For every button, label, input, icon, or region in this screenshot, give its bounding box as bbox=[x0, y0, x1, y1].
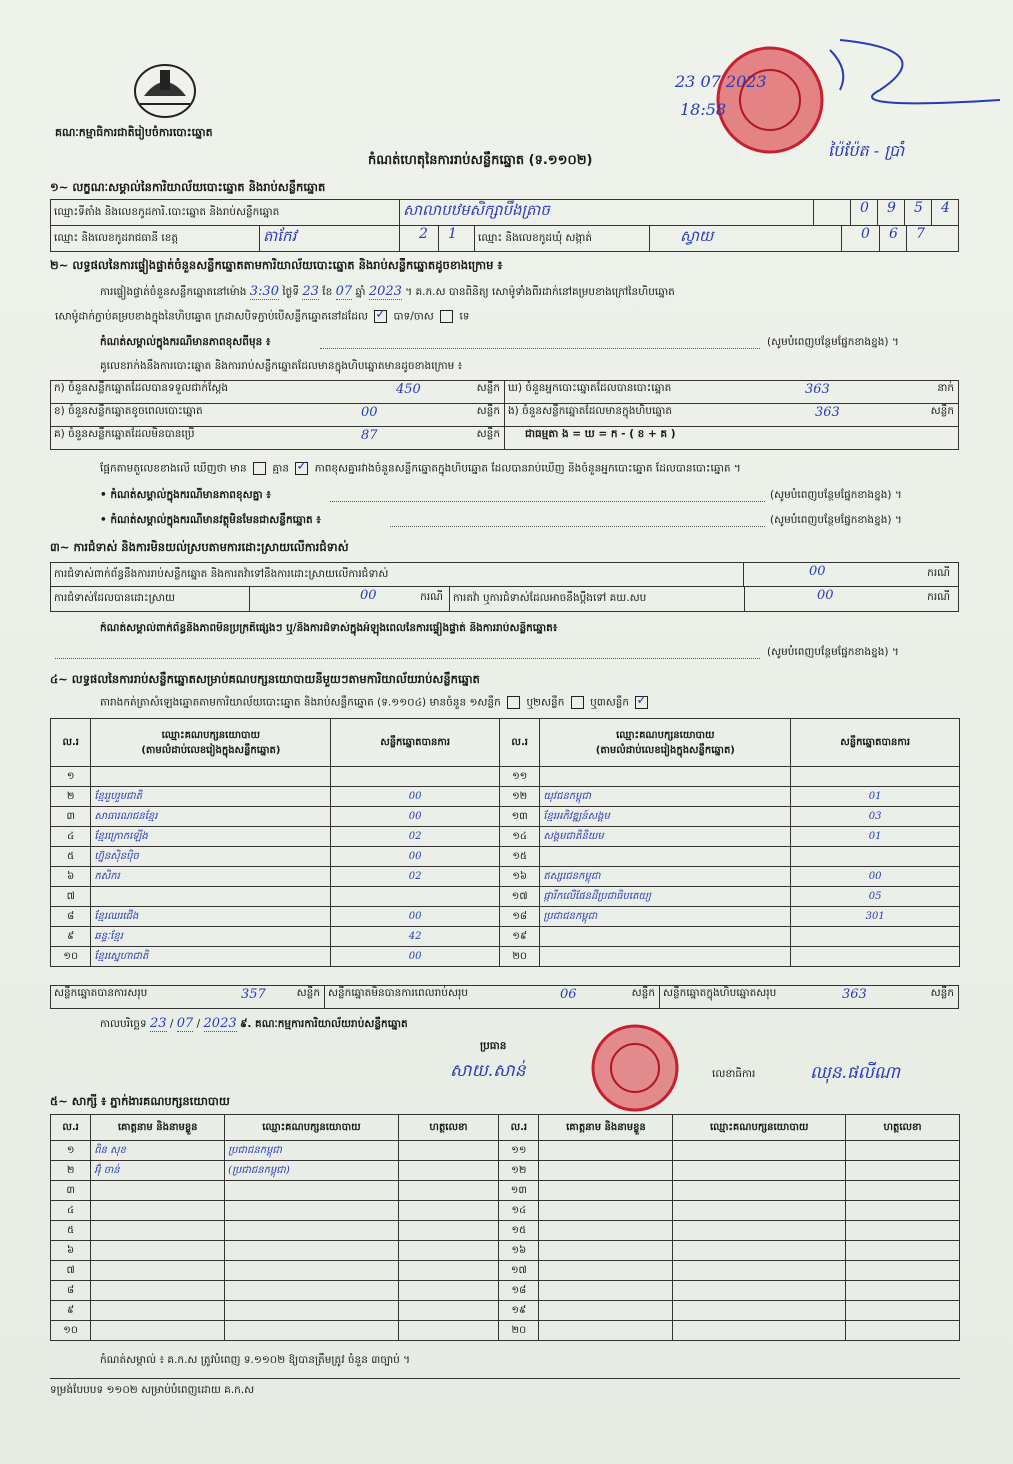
col-party: ឈ្មោះគណបក្សនយោបាយ (តាមលំដាប់លេខរៀងក្នុងសន្លឹកឆ្នោត) bbox=[91, 719, 331, 767]
row-no: ៨ bbox=[51, 1281, 91, 1301]
witness-signature bbox=[846, 1141, 960, 1161]
w-col-no-2: ល.រ bbox=[499, 1115, 539, 1141]
party-votes: 05 bbox=[791, 887, 960, 907]
secretary-label: លេខាធិការ bbox=[712, 1068, 756, 1080]
one-sheet-checkbox[interactable] bbox=[507, 696, 520, 709]
party-name: យុវជនកម្ពុជា bbox=[540, 787, 791, 807]
witness-signature bbox=[846, 1241, 960, 1261]
row-no: ១៤ bbox=[499, 827, 539, 847]
s2-difference-line: ផ្អែកតាមតួលេខខាងលើ ឃើញថា មាន គ្មាន ✓ ភាពខុសគ្នារវាងចំនួនសន្លឹកឆ្នោតក្នុងហិបឆ្នោត ដែលបានរាប់ឃើញ និងចំនួនអ្នកបោះឆ្នោត ដែលបានបោះឆ្នោត ។ bbox=[100, 462, 960, 478]
col-no: ល.រ bbox=[51, 719, 91, 767]
party-name: កសិករ bbox=[91, 867, 331, 887]
table-row bbox=[51, 1141, 960, 1161]
row-no: ៧ bbox=[51, 887, 91, 907]
table-row bbox=[51, 1201, 960, 1221]
row-no: ១៨ bbox=[499, 907, 539, 927]
witness-party bbox=[673, 1301, 846, 1321]
witness-party bbox=[673, 1181, 846, 1201]
party-votes: 42 bbox=[331, 927, 500, 947]
s4-box-total: សន្លឹកឆ្នោតក្នុងហិបឆ្នោតសរុប 363 សន្លឹក bbox=[659, 985, 959, 1009]
s1-province-code: 2 1 bbox=[399, 225, 475, 252]
row-no: ១៩ bbox=[499, 1301, 539, 1321]
party-name bbox=[540, 947, 791, 967]
s3-note-line bbox=[55, 658, 760, 659]
row-no: ២ bbox=[51, 787, 91, 807]
w-col-name: គោត្តនាម និងនាមខ្លួន bbox=[91, 1115, 225, 1141]
party-votes: 00 bbox=[791, 867, 960, 887]
witness-party bbox=[225, 1241, 399, 1261]
party-name: ហ្វ៊ុនស៊ិនប៉ិច bbox=[91, 847, 331, 867]
party-votes bbox=[791, 767, 960, 787]
w-col-sign: ហត្ថលេខា bbox=[398, 1115, 498, 1141]
section-2-title: ២~ លទ្ធផលនៃការផ្ទៀងផ្ទាត់ចំនួនសន្លឹកឆ្នោតតាមការិយាល័យបោះឆ្នោត និងរាប់សន្លឹកឆ្នោតដូចខាងក្រោម ៖ bbox=[50, 258, 503, 272]
row-no: ១ bbox=[51, 767, 91, 787]
witness-table bbox=[50, 1114, 960, 1341]
committee-stamp-icon bbox=[580, 1022, 690, 1114]
party-name bbox=[540, 767, 791, 787]
row-no: ២០ bbox=[499, 1321, 539, 1341]
s2-note1: កំណត់សម្គាល់ក្នុងករណីមានភាពខុសពីមុន ៖ bbox=[100, 336, 271, 348]
s2-row-ng2: ង) ចំនួនសន្លឹកឆ្នោតដែលមានក្នុងហិបឆ្នោត 363 សន្លឹក bbox=[504, 403, 959, 427]
table-row bbox=[51, 867, 960, 887]
s2-bullet1-line bbox=[330, 501, 765, 502]
yes-checkbox[interactable] bbox=[374, 310, 387, 323]
row-no: ១៦ bbox=[499, 867, 539, 887]
nec-emblem-icon bbox=[132, 58, 198, 120]
s2-day: 23 bbox=[302, 284, 319, 299]
witness-name bbox=[539, 1201, 673, 1221]
stamp-place: ប៉ៃប៉ែត - ប្រាំ bbox=[828, 141, 905, 160]
party-name: សង្គមជាតិនិយម bbox=[540, 827, 791, 847]
s3-r2-label2: ការតវ៉ា ឬការជំទាស់ដែលអាចនឹងប្ដឹងទៅ គឃ.សប bbox=[449, 586, 745, 612]
witness-name: អ៊ុំ ចាន់ bbox=[91, 1161, 225, 1181]
s3-note: កំណត់សម្គាល់ពាក់ព័ន្ធនឹងភាពមិនប្រក្រតីផ្សេងៗ ឬ/និងការជំទាស់ក្នុងអំឡុងពេលនៃការផ្ទៀងផ្ទាត់ និងការរាប់សន្លឹកឆ្នោត៖ bbox=[100, 622, 558, 634]
row-no: ៦ bbox=[51, 1241, 91, 1261]
s2-row-g: គ) ចំនួនសន្លឹកឆ្នោតដែលមិនបានប្រើ 87 សន្លឹក bbox=[50, 426, 505, 450]
section-1-title: ១~ លក្ខណៈសម្គាល់នៃការិយាល័យបោះឆ្នោត និងរាប់សន្លឹកឆ្នោត bbox=[50, 180, 326, 194]
s2-row-ng: ឃ) ចំនួនអ្នកបោះឆ្នោតដែលបានបោះឆ្នោត 363 នាក់ bbox=[504, 380, 959, 404]
row-no: ១៥ bbox=[499, 847, 539, 867]
row-no: ២០ bbox=[499, 947, 539, 967]
table-row bbox=[51, 1181, 960, 1201]
witness-name bbox=[91, 1221, 225, 1241]
s2-year: 2023 bbox=[368, 284, 402, 299]
s4-invalid-total: សន្លឹកឆ្នោតមិនបានការពេលរាប់សរុប 06 សន្លឹក bbox=[324, 985, 660, 1009]
w-col-no: ល.រ bbox=[51, 1115, 91, 1141]
s2-bullet2: • កំណត់សម្គាល់ក្នុងករណីមានវត្ថុមិនមែនជាសន្លឹកឆ្នោត ៖ bbox=[100, 514, 321, 526]
table-row bbox=[51, 1241, 960, 1261]
witness-party bbox=[673, 1261, 846, 1281]
table-row bbox=[51, 767, 960, 787]
witness-signature bbox=[846, 1261, 960, 1281]
witness-name bbox=[539, 1321, 673, 1341]
table-row bbox=[51, 927, 960, 947]
s1-location-label: ឈ្មោះទីតាំង និងលេខកូដការិ.បោះឆ្នោត និងរាប់សន្លឹកឆ្នោត bbox=[50, 199, 400, 226]
party-votes: 00 bbox=[331, 947, 500, 967]
witness-signature bbox=[398, 1281, 498, 1301]
date-month: 07 bbox=[176, 1016, 194, 1031]
row-no: ១៣ bbox=[499, 807, 539, 827]
witness-name bbox=[539, 1261, 673, 1281]
w-col-sign-2: ហត្ថលេខា bbox=[846, 1115, 960, 1141]
w-col-name-2: គោត្តនាម និងនាមខ្លួន bbox=[539, 1115, 673, 1141]
valid-total-value: 357 bbox=[241, 987, 266, 1002]
witness-signature bbox=[398, 1161, 498, 1181]
witness-signature bbox=[398, 1141, 498, 1161]
party-name: ឥស្សរជនកម្ពុជា bbox=[540, 867, 791, 887]
row-no: ៦ bbox=[51, 867, 91, 887]
s1-province-value: តាកែវ bbox=[259, 225, 400, 252]
witness-signature bbox=[398, 1321, 498, 1341]
s1-province-label: ឈ្មោះ និងលេខកូដរាជធានី ខេត្ត bbox=[50, 225, 260, 252]
s4-intro: តារាងកត់ត្រាសំឡេងឆ្នោតតាមការិយាល័យបោះឆ្នោត និងរាប់សន្លឹកឆ្នោត (ទ.១១០៤) មានចំនួន ១សន្លឹក ឬ២សន្លឹក ឬ៣សន្លឹក ✓ bbox=[100, 696, 651, 712]
party-votes bbox=[791, 947, 960, 967]
witness-party bbox=[673, 1221, 846, 1241]
s2-note1-line bbox=[320, 348, 760, 349]
witness-party bbox=[225, 1321, 399, 1341]
section-4-title: ៤~ លទ្ធផលនៃការរាប់សន្លឹកឆ្នោតសម្រាប់គណបក្សនយោបាយនីមួយៗតាមការិយាល័យរាប់សន្លឹកឆ្នោត bbox=[50, 672, 480, 686]
org-name: គណៈកម្មាធិការជាតិរៀបចំការបោះឆ្នោត bbox=[55, 126, 213, 139]
party-votes: 01 bbox=[791, 827, 960, 847]
witness-signature bbox=[846, 1281, 960, 1301]
row-no: ១៤ bbox=[499, 1201, 539, 1221]
row-no: ៥ bbox=[51, 847, 91, 867]
s3-r1-value-cell: 00 ករណី bbox=[743, 562, 959, 587]
party-votes: 03 bbox=[791, 807, 960, 827]
party-votes: 00 bbox=[331, 847, 500, 867]
s2-bullet1: • កំណត់សម្គាល់ក្នុងករណីមានភាពខុសគ្នា ៖ bbox=[100, 489, 271, 501]
s2-time: 3:30 bbox=[249, 284, 279, 299]
s2-fill-note-3: (សូមបំពេញបន្ថែមផ្នែកខាងខ្នង) ។ bbox=[770, 514, 902, 526]
party-name: ផ្ការីកលើផែនដីប្រជាធិបតេយ្យ bbox=[540, 887, 791, 907]
s2-g-value: 87 bbox=[361, 428, 378, 443]
s1-location-code: 0 9 5 4 bbox=[813, 199, 959, 226]
witness-name bbox=[91, 1241, 225, 1261]
footer-divider bbox=[50, 1378, 960, 1379]
s4-date-line: កាលបរិច្ឆេទ 23 / 07 / 2023 ៩. គណៈកម្មការការិយាល័យរាប់សន្លឹកឆ្នោត bbox=[100, 1016, 408, 1031]
page-title: កំណត់ហេតុនៃការរាប់សន្លឹកឆ្នោត (ទ.១១០២) bbox=[368, 153, 593, 168]
invalid-total-value: 06 bbox=[560, 987, 577, 1002]
date-year: 2023 bbox=[203, 1016, 237, 1031]
table-row bbox=[51, 907, 960, 927]
party-name bbox=[540, 847, 791, 867]
s2-fill-note: (សូមបំពេញបន្ថែមផ្នែកខាងខ្នង) ។ bbox=[767, 336, 899, 348]
witness-signature bbox=[846, 1161, 960, 1181]
results-table bbox=[50, 718, 960, 967]
s2-fill-note-2: (សូមបំពេញបន្ថែមផ្នែកខាងខ្នង) ។ bbox=[770, 489, 902, 501]
row-no: ១៥ bbox=[499, 1221, 539, 1241]
row-no: ៥ bbox=[51, 1221, 91, 1241]
witness-party bbox=[225, 1281, 399, 1301]
s2-row-kh: ខ) ចំនួនសន្លឹកឆ្នោតខូចពេលបោះឆ្នោត 00 សន្លឹក bbox=[50, 403, 505, 427]
s3-r2-label: ការជំទាស់ដែលបានដោះស្រាយ bbox=[50, 586, 250, 612]
witness-name bbox=[539, 1161, 673, 1181]
table-row bbox=[51, 827, 960, 847]
table-row bbox=[51, 1281, 960, 1301]
s2-seal-line: សោម៉ូដាក់ភ្ជាប់គម្របខាងក្នុងនៃហិបឆ្នោត ក្រដាសបិទភ្ជាប់បើសន្លឹកឆ្នោតនៅដដែល ✓ បាទ/ចាស ទេ bbox=[55, 310, 469, 326]
witness-party bbox=[225, 1201, 399, 1221]
s1-commune-label: ឈ្មោះ និងលេខកូដឃុំ សង្កាត់ bbox=[474, 225, 650, 252]
s3-r2-value2: 00 bbox=[817, 588, 834, 603]
witness-signature bbox=[846, 1181, 960, 1201]
party-name: ខ្មែរក្រោកឡើង bbox=[91, 827, 331, 847]
witness-signature bbox=[398, 1241, 498, 1261]
table-row bbox=[51, 947, 960, 967]
witness-name: ពិន សុខ bbox=[91, 1141, 225, 1161]
row-no: ១៧ bbox=[499, 1261, 539, 1281]
party-name: ខ្មែរឈរជើង bbox=[91, 907, 331, 927]
party-votes: 02 bbox=[331, 827, 500, 847]
w-col-party: ឈ្មោះគណបក្សនយោបាយ bbox=[225, 1115, 399, 1141]
witness-party bbox=[225, 1261, 399, 1281]
witness-party bbox=[225, 1301, 399, 1321]
table-row bbox=[51, 1261, 960, 1281]
row-no: ៧ bbox=[51, 1261, 91, 1281]
witness-party bbox=[673, 1241, 846, 1261]
row-no: ១២ bbox=[499, 787, 539, 807]
chair-signature: សាយ.សាន់ bbox=[450, 1061, 526, 1081]
party-name bbox=[91, 767, 331, 787]
witness-signature bbox=[846, 1321, 960, 1341]
party-votes: 01 bbox=[791, 787, 960, 807]
no-checkbox[interactable] bbox=[440, 310, 453, 323]
col-votes-2: សន្លឹកឆ្នោតបានការ bbox=[791, 719, 960, 767]
section-3-title: ៣~ ការជំទាស់ និងការមិនយល់ស្របតាមការដោះស្រាយលើការជំទាស់ bbox=[50, 540, 349, 554]
s3-fill-note: (សូមបំពេញបន្ថែមផ្នែកខាងខ្នង) ។ bbox=[767, 646, 899, 658]
row-no: ១៧ bbox=[499, 887, 539, 907]
col-no-2: ល.រ bbox=[499, 719, 539, 767]
witness-name bbox=[91, 1321, 225, 1341]
s1-location-value: សាលាបឋមសិក្សាបឹងត្រាច bbox=[399, 199, 814, 226]
party-name: ខ្មែរស្នេហាជាតិ bbox=[91, 947, 331, 967]
row-no: ១៣ bbox=[499, 1181, 539, 1201]
party-name: ប្រជាជនកម្ពុជា bbox=[540, 907, 791, 927]
row-no: ៣ bbox=[51, 1181, 91, 1201]
s2-kh-value: 00 bbox=[361, 405, 378, 420]
table-row bbox=[51, 787, 960, 807]
witness-party bbox=[673, 1141, 846, 1161]
witness-party: ប្រជាជនកម្ពុជា bbox=[225, 1141, 399, 1161]
s2-ng-value: 363 bbox=[805, 382, 830, 397]
s1-commune-code: 0 6 7 bbox=[841, 225, 959, 252]
witness-signature bbox=[398, 1301, 498, 1321]
party-name bbox=[540, 927, 791, 947]
box-total-value: 363 bbox=[842, 987, 867, 1002]
witness-party bbox=[673, 1161, 846, 1181]
witness-party bbox=[225, 1181, 399, 1201]
s2-month: 07 bbox=[335, 284, 353, 299]
s3-r2-value2-cell: 00 ករណី bbox=[744, 586, 959, 612]
party-votes: 02 bbox=[331, 867, 500, 887]
s2-ng2-value: 363 bbox=[815, 405, 840, 420]
witness-signature bbox=[398, 1261, 498, 1281]
witness-signature bbox=[398, 1201, 498, 1221]
witness-signature bbox=[846, 1201, 960, 1221]
witness-name bbox=[539, 1141, 673, 1161]
witness-name bbox=[539, 1221, 673, 1241]
row-no: ១២ bbox=[499, 1161, 539, 1181]
table-row bbox=[51, 1321, 960, 1341]
s1-commune-value: ស្វាយ bbox=[649, 225, 842, 252]
witness-name bbox=[539, 1281, 673, 1301]
witness-party bbox=[673, 1281, 846, 1301]
no-difference-checkbox[interactable] bbox=[295, 462, 308, 475]
s2-row-k: ក) ចំនួនសន្លឹកឆ្នោតដែលបានទទួលជាក់ស្តែង 450 សន្លឹក bbox=[50, 380, 505, 404]
table-row bbox=[51, 887, 960, 907]
witness-name bbox=[91, 1261, 225, 1281]
row-no: ១១ bbox=[499, 767, 539, 787]
row-no: ៩ bbox=[51, 1301, 91, 1321]
witness-signature bbox=[846, 1221, 960, 1241]
witness-party bbox=[225, 1221, 399, 1241]
party-name: ឆន្ទៈខ្មែរ bbox=[91, 927, 331, 947]
party-votes bbox=[791, 927, 960, 947]
row-no: ១ bbox=[51, 1141, 91, 1161]
has-difference-checkbox[interactable] bbox=[253, 462, 266, 475]
party-votes bbox=[791, 847, 960, 867]
party-votes: 00 bbox=[331, 907, 500, 927]
witness-name bbox=[91, 1301, 225, 1321]
s2-formula: ជាធម្មតា ង = ឃ = ក - ( ខ + គ ) bbox=[504, 426, 959, 450]
s3-r1-value: 00 bbox=[809, 564, 826, 579]
witness-party bbox=[673, 1201, 846, 1221]
secretary-signature: ឈុន.ផលីណា bbox=[810, 1063, 901, 1083]
stamp-time: 18:58 bbox=[680, 100, 727, 119]
witness-party bbox=[673, 1321, 846, 1341]
col-party-2: ឈ្មោះគណបក្សនយោបាយ (តាមលំដាប់លេខរៀងក្នុងសន្លឹកឆ្នោត) bbox=[540, 719, 791, 767]
party-name bbox=[91, 887, 331, 907]
witness-name bbox=[91, 1281, 225, 1301]
row-no: ១៩ bbox=[499, 927, 539, 947]
stamp-date: 23 07 2023 bbox=[675, 72, 767, 91]
table-row bbox=[51, 1161, 960, 1181]
witness-name bbox=[539, 1301, 673, 1321]
footer-note: កំណត់សម្គាល់ ៖ គ.ក.ស ត្រូវបំពេញ ទ.១១០២ ឱ្យបានត្រឹមត្រូវ ចំនួន ៣ច្បាប់ ។ bbox=[100, 1354, 411, 1366]
witness-name bbox=[539, 1181, 673, 1201]
s2-bullet2-line bbox=[390, 526, 765, 527]
row-no: ៣ bbox=[51, 807, 91, 827]
row-no: ១៨ bbox=[499, 1281, 539, 1301]
party-votes bbox=[331, 887, 500, 907]
witness-signature bbox=[398, 1181, 498, 1201]
party-name: សាធារណជនខ្មែរ bbox=[91, 807, 331, 827]
witness-signature bbox=[398, 1221, 498, 1241]
row-no: ១១ bbox=[499, 1141, 539, 1161]
w-col-party-2: ឈ្មោះគណបក្សនយោបាយ bbox=[673, 1115, 846, 1141]
witness-signature bbox=[846, 1301, 960, 1321]
s3-r2-value-cell: 00 ករណី bbox=[249, 586, 450, 612]
witness-name bbox=[539, 1241, 673, 1261]
table-row bbox=[51, 847, 960, 867]
two-sheets-checkbox[interactable] bbox=[571, 696, 584, 709]
date-day: 23 bbox=[150, 1016, 167, 1031]
table-row bbox=[51, 1221, 960, 1241]
row-no: ៨ bbox=[51, 907, 91, 927]
section-5-title: ៥~ សាក្សី ៖ ភ្នាក់ងារគណបក្សនយោបាយ bbox=[50, 1094, 230, 1108]
row-no: ៤ bbox=[51, 1201, 91, 1221]
party-votes: 00 bbox=[331, 807, 500, 827]
s3-r1-label: ការជំទាស់ពាក់ព័ន្ធនឹងការរាប់សន្លឹកឆ្នោត និងការតវ៉ាទៅនឹងការដោះស្រាយលើការជំទាស់ bbox=[50, 562, 744, 587]
party-votes: 00 bbox=[331, 787, 500, 807]
party-name: ខ្មែររួបរួមជាតិ bbox=[91, 787, 331, 807]
party-votes bbox=[331, 767, 500, 787]
witness-name bbox=[91, 1201, 225, 1221]
row-no: ៤ bbox=[51, 827, 91, 847]
row-no: ១៦ bbox=[499, 1241, 539, 1261]
table-row bbox=[51, 807, 960, 827]
three-sheets-checkbox[interactable] bbox=[635, 696, 648, 709]
s2-verification-line: ការផ្ទៀងផ្ទាត់ចំនួនសន្លឹកឆ្នោតនៅម៉ោង 3:30 ថ្ងៃទី 23 ខែ 07 ឆ្នាំ 2023 ។ គ.ក.ស បានពិនិត្យ សោម៉ូទាំងពីរដាក់នៅគម្របខាងក្រៅនៃហិបឆ្នោត bbox=[100, 284, 675, 299]
party-name: ខ្មែរអភិវឌ្ឍន៍សង្គម bbox=[540, 807, 791, 827]
row-no: ៩ bbox=[51, 927, 91, 947]
chair-label: ប្រធាន bbox=[480, 1040, 507, 1052]
row-no: ២ bbox=[51, 1161, 91, 1181]
s3-r2-value: 00 bbox=[360, 588, 377, 603]
s4-valid-total: សន្លឹកឆ្នោតបានការសរុប 357 សន្លឹក bbox=[50, 985, 325, 1009]
row-no: ១០ bbox=[51, 1321, 91, 1341]
witness-party: (ប្រជាជនកម្ពុជា) bbox=[225, 1161, 399, 1181]
col-votes: សន្លឹកឆ្នោតបានការ bbox=[331, 719, 500, 767]
s2-p3: គូលេខរាក់ងនឹងការបោះឆ្នោត និងការរាប់សន្លឹកឆ្នោតដែលមានក្នុងហិបឆ្នោតមានដូចខាងក្រោម ៖ bbox=[100, 360, 463, 372]
row-no: ១០ bbox=[51, 947, 91, 967]
witness-name bbox=[91, 1181, 225, 1201]
s2-k-value: 450 bbox=[396, 382, 421, 397]
party-votes: 301 bbox=[791, 907, 960, 927]
form-note: ទម្រង់បែបបទ ១១០២ សម្រាប់បំពេញដោយ គ.ក.ស bbox=[50, 1384, 255, 1396]
table-row bbox=[51, 1301, 960, 1321]
